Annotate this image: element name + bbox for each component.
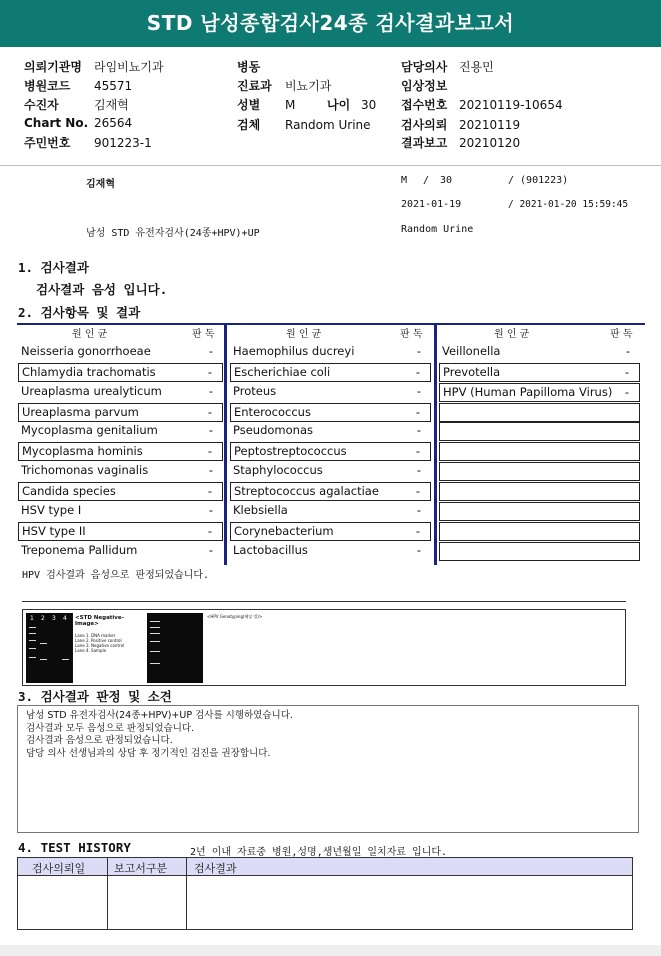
result-row (18, 482, 223, 501)
header-row-request-date: 검사의뢰 20210119 (401, 118, 521, 132)
page-bottom-band (0, 945, 661, 956)
result-row (230, 522, 431, 541)
organism-result: - (416, 542, 421, 557)
patient-age: 30 (440, 175, 453, 186)
history-col-divider (107, 858, 108, 929)
test-name: 남성 STD 유전자검사(24종+HPV)+UP (86, 228, 260, 239)
gel-band (62, 659, 69, 660)
hpv-note: HPV 검사결과 음성으로 판정되었습니다. (22, 570, 210, 581)
result-row (18, 403, 223, 422)
result-row (439, 442, 640, 461)
opinion-line: 검사결과 모두 음성으로 판정되었습니다. (26, 722, 195, 734)
header-row-resident-no: 주민번호 901223-1 (24, 136, 152, 150)
result-row (18, 522, 223, 541)
organism-result: - (415, 483, 420, 498)
result-row (439, 363, 640, 382)
col1-header-result: 판 독 (192, 329, 215, 340)
result-row (439, 462, 640, 481)
header-row-patient: 수진자 김재혁 (24, 98, 129, 112)
organism-name: Peptostreptococcus (234, 444, 347, 459)
organism-result: - (625, 344, 630, 358)
organism-name: Pseudomonas (233, 423, 313, 438)
organism-result: - (415, 523, 420, 538)
gel-band (40, 643, 47, 644)
gel-band (150, 641, 160, 642)
history-header-report-type: 보고서구분 (114, 862, 168, 875)
patient-date-reported: / 2021-01-20 15:59:45 (508, 199, 629, 210)
organism-result: - (416, 423, 421, 438)
organism-result: - (208, 383, 213, 398)
organism-name: Ureaplasma parvum (22, 404, 139, 419)
organism-name: Proteus (233, 383, 277, 398)
header-divider (0, 165, 661, 166)
lane-number-2: 2 (41, 615, 45, 622)
gel-band (29, 640, 36, 641)
gel-band (150, 633, 160, 634)
result-row (230, 542, 431, 561)
gel-image-frame (22, 609, 626, 686)
header-row-receipt-no: 접수번호 20210119-10654 (401, 98, 563, 112)
patient-name: 김재혁 (86, 179, 115, 190)
result-row (439, 502, 640, 521)
result-row (230, 442, 431, 461)
organism-result: - (624, 384, 629, 399)
header-row-sex: 성별 M 나이 30 (237, 98, 377, 112)
history-table-header (18, 858, 632, 876)
specimen-type: Random Urine (401, 224, 474, 235)
organism-result: - (207, 364, 212, 379)
section1-result: 검사결과 음성 입니다. (36, 282, 168, 297)
section2-title: 2. 검사항목 및 결과 (18, 305, 141, 320)
header-row-department: 진료과 비뇨기과 (237, 79, 332, 93)
organism-result: - (416, 383, 421, 398)
organism-result: - (207, 404, 212, 419)
gel-legend-title: <STD Negative-Image> (75, 615, 124, 627)
history-note: 2년 이내 자료중 병원,성명,생년월일 일치자료 입니다. (190, 847, 448, 858)
gel-band (29, 648, 36, 649)
organism-name: Streptococcus agalactiae (234, 483, 379, 498)
gel-band (29, 627, 36, 628)
organism-name: Mycoplasma genitalium (21, 423, 158, 438)
results-table-top-border (17, 323, 645, 325)
header-row-chart-no: Chart No. 26564 (24, 116, 133, 130)
opinion-box (17, 705, 639, 833)
organism-result: - (416, 502, 421, 517)
result-row (18, 363, 223, 382)
section3-title: 3. 검사결과 판정 및 소견 (18, 689, 172, 704)
gel-legend-line: Lane 4. Sample (75, 648, 107, 653)
gel-band (150, 651, 160, 652)
organism-result: - (207, 444, 212, 459)
gel-divider-top (22, 601, 626, 602)
organism-result: - (208, 344, 213, 358)
header-row-institution: 의뢰기관명 라임비뇨기과 (24, 60, 164, 74)
result-row (230, 482, 431, 501)
organism-name: Haemophilus ducreyi (233, 344, 355, 358)
organism-name: Prevotella (443, 364, 501, 379)
gel-legend (73, 613, 146, 683)
report-title: STD 남성종합검사24종 검사결과보고서 (0, 0, 661, 47)
lane-number-1: 1 (30, 615, 34, 622)
col2-header-name: 원 인 균 (286, 329, 322, 340)
result-row (230, 383, 431, 402)
section4-title: 4. TEST HISTORY (18, 840, 131, 855)
organism-result: - (416, 463, 421, 478)
organism-name: Veillonella (442, 344, 501, 358)
gel-band (40, 659, 47, 660)
gel-image-hpv (147, 613, 203, 683)
header-row-doctor: 담당의사 진용민 (401, 60, 494, 74)
gel-band (29, 657, 36, 658)
opinion-line: 검사결과 음성으로 판정되었습니다. (26, 735, 173, 746)
result-row (439, 403, 640, 422)
result-row (18, 383, 223, 402)
gel-legend-line: Lane 1. DNA marker (75, 633, 116, 638)
organism-name: Candida species (22, 483, 116, 498)
gel-band (150, 663, 160, 664)
organism-result: - (208, 542, 213, 557)
opinion-line: 담당 의사 선생님과의 상담 후 정기적인 검진을 권장합니다. (26, 747, 271, 759)
lane-number-4: 4 (63, 615, 67, 622)
results-table-divider-1 (224, 323, 227, 565)
result-row (18, 542, 223, 561)
patient-date-received: 2021-01-19 (401, 199, 462, 210)
organism-name: Lactobacillus (233, 542, 308, 557)
history-header-request-date: 검사의뢰일 (32, 862, 86, 875)
lane-number-3: 3 (52, 615, 56, 622)
result-row (439, 522, 640, 541)
organism-name: Neisseria gonorrhoeae (21, 344, 151, 358)
organism-result: - (207, 523, 212, 538)
organism-result: - (208, 502, 213, 517)
history-header-result: 검사결과 (194, 862, 237, 875)
result-row (230, 462, 431, 481)
organism-result: - (415, 444, 420, 459)
result-row (439, 422, 640, 441)
organism-name: Escherichiae coli (234, 364, 331, 379)
header-row-hospital-code: 병원코드 45571 (24, 79, 133, 93)
result-row (439, 482, 640, 501)
gel-lanes-image (26, 613, 72, 683)
organism-result: - (415, 404, 420, 419)
result-row (230, 502, 431, 521)
patient-id: / (901223) (508, 175, 569, 186)
gel-image-std-negative (26, 613, 146, 683)
organism-name: HSV type II (22, 523, 86, 538)
result-row (439, 343, 640, 362)
organism-name: Mycoplasma hominis (22, 444, 143, 459)
organism-name: Ureaplasma urealyticum (21, 383, 162, 398)
gel-band (29, 633, 36, 634)
result-row (18, 462, 223, 481)
result-row (18, 502, 223, 521)
organism-name: Enterococcus (234, 404, 311, 419)
patient-separator: / (423, 175, 430, 186)
result-row (18, 343, 223, 362)
organism-name: HPV (Human Papilloma Virus) (443, 384, 613, 399)
organism-name: Treponema Pallidum (21, 542, 138, 557)
organism-result: - (208, 463, 213, 478)
gel-legend-line: Lane 3. Negative control (75, 643, 125, 648)
result-row (18, 442, 223, 461)
result-row (230, 363, 431, 382)
organism-result: - (415, 364, 420, 379)
result-row (439, 542, 640, 561)
header-row-clinical-info: 임상정보 (401, 79, 448, 93)
header-row-specimen: 검체 Random Urine (237, 118, 371, 132)
organism-name: Trichomonas vaginalis (21, 463, 149, 478)
history-col-divider (186, 858, 187, 929)
organism-name: Chlamydia trachomatis (22, 364, 156, 379)
col1-header-name: 원 인 균 (72, 329, 108, 340)
patient-sex: M (401, 175, 408, 186)
section1-title: 1. 검사결과 (18, 260, 89, 275)
gel-band (150, 621, 160, 622)
gel-band (150, 627, 160, 628)
col3-header-name: 원 인 균 (494, 329, 530, 340)
header-row-ward: 병동 (237, 60, 261, 74)
hpv-caption: <HPV Genotyping(해당 업)> (207, 614, 263, 619)
result-row (230, 343, 431, 362)
result-row (439, 383, 640, 402)
history-table (17, 857, 633, 930)
header-row-report-date: 결과보고 20210120 (401, 136, 521, 150)
organism-name: Klebsiella (233, 502, 288, 517)
organism-result: - (208, 423, 213, 438)
organism-name: Staphylococcus (233, 463, 323, 478)
col3-header-result: 판 독 (610, 329, 633, 340)
organism-result: - (416, 344, 421, 358)
organism-result: - (624, 364, 629, 379)
result-row (230, 403, 431, 422)
col2-header-result: 판 독 (400, 329, 423, 340)
gel-legend-line: Lane 2. Positive control (75, 638, 122, 643)
organism-name: HSV type I (21, 502, 82, 517)
result-row (230, 422, 431, 441)
organism-name: Corynebacterium (234, 523, 334, 538)
results-table-divider-2 (434, 323, 437, 565)
opinion-line: 남성 STD 유전자검사(24종+HPV)+UP 검사를 시행하였습니다. (26, 710, 293, 721)
organism-result: - (207, 483, 212, 498)
result-row (18, 422, 223, 441)
